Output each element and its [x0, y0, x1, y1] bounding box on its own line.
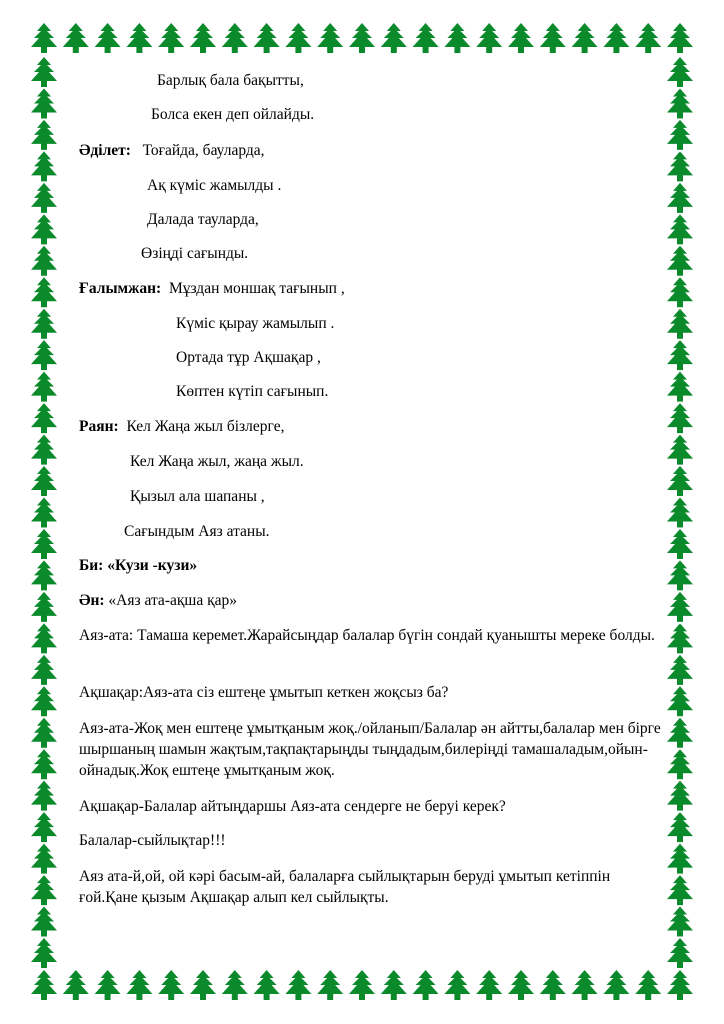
speaker-name: Ғалымжан: — [79, 280, 162, 297]
fir-tree-icon — [667, 781, 693, 811]
fir-tree-icon — [476, 970, 502, 1000]
fir-tree-icon — [667, 120, 693, 150]
poem-line: Болса екен деп ойлайды. — [151, 106, 315, 123]
fir-tree-icon — [31, 88, 57, 118]
fir-tree-icon — [381, 970, 407, 1000]
fir-tree-icon — [63, 970, 89, 1000]
fir-tree-icon — [31, 120, 57, 150]
poem-line: Көптен күтіп сағынып. — [176, 383, 329, 400]
fir-tree-icon — [31, 214, 57, 244]
fir-tree-icon — [126, 970, 152, 1000]
fir-tree-icon — [667, 277, 693, 307]
speaker-name: Әділет: — [79, 142, 131, 159]
fir-tree-icon — [667, 812, 693, 842]
fir-tree-icon — [31, 875, 57, 905]
fir-tree-icon — [31, 435, 57, 465]
poem-line: Өзіңді сағынды. — [141, 245, 249, 262]
fir-tree-icon — [222, 23, 248, 53]
fir-tree-icon — [667, 718, 693, 748]
fir-tree-icon — [31, 340, 57, 370]
fir-tree-icon — [285, 970, 311, 1000]
dialogue-paragraph: Аяз-ата-Жоқ мен ештеңе ұмытқаным жоқ./ойланып/Балалар ән айтты,балалар мен бірге шыршаның шамын жақтым,тақпақтарыңды тыңдадым,билеріңді тамашаладым,ойын-ойнадық.Жоқ ештеңе ұмытқаным жоқ. — [79, 720, 661, 779]
fir-tree-icon — [476, 23, 502, 53]
fir-tree-icon — [667, 435, 693, 465]
poem-text: Кел Жаңа жыл бізлерге, — [126, 418, 285, 435]
fir-tree-icon — [635, 970, 661, 1000]
fir-tree-icon — [254, 23, 280, 53]
song-line — [79, 590, 237, 611]
fir-tree-icon — [667, 151, 693, 181]
fir-tree-icon — [31, 844, 57, 874]
fir-tree-icon — [95, 970, 121, 1000]
fir-tree-icon — [95, 23, 121, 53]
poem-line: Ортада тұр Ақшақар , — [176, 349, 321, 366]
dialogue-paragraph: Аяз ата-й,ой, ой кәрі басым-ай, балаларға сыйлықтарын беруді ұмытып кетіппін ғой.Қане қызым Ақшақар алып кел сыйлықты. — [79, 868, 611, 906]
dance-line — [79, 555, 197, 576]
fir-tree-icon — [667, 246, 693, 276]
fir-tree-icon — [31, 246, 57, 276]
fir-tree-icon — [667, 655, 693, 685]
dialogue-paragraph: Балалар-сыйлықтар!!! — [79, 832, 226, 849]
fir-tree-icon — [31, 466, 57, 496]
fir-tree-icon — [667, 57, 693, 87]
fir-tree-icon — [667, 340, 693, 370]
poem-line: Күміс қырау жамылып . — [176, 315, 335, 332]
fir-tree-icon — [508, 23, 534, 53]
fir-tree-icon — [667, 560, 693, 590]
dialogue-line — [79, 278, 345, 299]
fir-tree-icon — [667, 498, 693, 528]
fir-tree-icon — [31, 498, 57, 528]
dialogue-line — [79, 416, 284, 437]
fir-tree-icon — [31, 277, 57, 307]
fir-tree-icon — [349, 970, 375, 1000]
fir-tree-icon — [667, 183, 693, 213]
poem-line: Барлық бала бақытты, — [157, 72, 304, 89]
poem-text: Тоғайда, бауларда, — [142, 142, 265, 159]
fir-tree-icon — [667, 372, 693, 402]
dialogue-paragraph: Ақшақар-Балалар айтыңдаршы Аяз-ата сендерге не беруі керек? — [79, 798, 506, 815]
speaker-name: Раян: — [79, 418, 119, 435]
fir-tree-icon — [158, 23, 184, 53]
fir-tree-icon — [381, 23, 407, 53]
fir-tree-icon — [31, 970, 57, 1000]
fir-tree-icon — [317, 23, 343, 53]
dialogue-line — [79, 140, 265, 161]
fir-tree-icon — [508, 970, 534, 1000]
fir-tree-icon — [635, 23, 661, 53]
poem-line: Сағындым Аяз атаны. — [124, 523, 270, 540]
fir-tree-icon — [317, 970, 343, 1000]
fir-tree-icon — [31, 718, 57, 748]
fir-tree-icon — [31, 151, 57, 181]
fir-tree-icon — [667, 88, 693, 118]
dialogue-paragraph: Аяз-ата: Тамаша керемет.Жарайсыңдар балалар бүгін сондай қуанышты мереке болды. — [79, 627, 655, 644]
fir-tree-icon — [158, 970, 184, 1000]
fir-tree-icon — [349, 23, 375, 53]
fir-tree-icon — [667, 466, 693, 496]
fir-tree-icon — [667, 623, 693, 653]
fir-tree-icon — [31, 372, 57, 402]
poem-line: Ақ күміс жамылды . — [147, 177, 282, 194]
fir-tree-icon — [667, 844, 693, 874]
fir-tree-icon — [413, 970, 439, 1000]
fir-tree-icon — [667, 529, 693, 559]
dialogue-paragraph: Ақшақар:Аяз-ата сіз ештеңе ұмытып кеткен жоқсыз ба? — [79, 684, 449, 701]
fir-tree-icon — [31, 907, 57, 937]
fir-tree-icon — [667, 907, 693, 937]
fir-tree-icon — [667, 592, 693, 622]
fir-tree-icon — [31, 529, 57, 559]
fir-tree-icon — [413, 23, 439, 53]
fir-tree-icon — [31, 57, 57, 87]
fir-tree-icon — [31, 560, 57, 590]
fir-tree-icon — [254, 970, 280, 1000]
section-title: «Аяз ата-ақша қар» — [108, 592, 237, 609]
fir-tree-icon — [31, 623, 57, 653]
fir-tree-icon — [31, 183, 57, 213]
fir-tree-icon — [667, 403, 693, 433]
fir-tree-icon — [31, 938, 57, 968]
fir-tree-icon — [444, 23, 470, 53]
fir-tree-icon — [31, 23, 57, 53]
section-label: Би: — [79, 557, 104, 574]
fir-tree-icon — [667, 309, 693, 339]
poem-line: Қызыл ала шапаны , — [130, 488, 265, 505]
fir-tree-icon — [667, 686, 693, 716]
fir-tree-icon — [667, 938, 693, 968]
fir-tree-icon — [603, 23, 629, 53]
fir-tree-icon — [572, 23, 598, 53]
fir-tree-icon — [190, 970, 216, 1000]
fir-tree-icon — [31, 655, 57, 685]
fir-tree-icon — [667, 214, 693, 244]
fir-tree-icon — [603, 970, 629, 1000]
section-title: «Кузи -кузи» — [107, 557, 198, 574]
fir-tree-icon — [31, 309, 57, 339]
fir-tree-icon — [31, 812, 57, 842]
poem-text: Мұздан моншақ тағынып , — [168, 280, 345, 297]
fir-tree-icon — [667, 749, 693, 779]
fir-tree-icon — [667, 875, 693, 905]
fir-tree-icon — [31, 781, 57, 811]
fir-tree-icon — [31, 686, 57, 716]
poem-line: Кел Жаңа жыл, жаңа жыл. — [130, 453, 304, 470]
fir-tree-icon — [444, 970, 470, 1000]
fir-tree-icon — [572, 970, 598, 1000]
fir-tree-icon — [285, 23, 311, 53]
fir-tree-icon — [222, 970, 248, 1000]
fir-tree-icon — [540, 970, 566, 1000]
fir-tree-icon — [667, 970, 693, 1000]
fir-tree-icon — [190, 23, 216, 53]
section-label: Ән: — [79, 592, 105, 609]
fir-tree-icon — [31, 592, 57, 622]
fir-tree-icon — [31, 403, 57, 433]
fir-tree-icon — [667, 23, 693, 53]
poem-line: Далада тауларда, — [147, 211, 259, 228]
fir-tree-icon — [540, 23, 566, 53]
fir-tree-icon — [63, 23, 89, 53]
fir-tree-icon — [126, 23, 152, 53]
fir-tree-icon — [31, 749, 57, 779]
